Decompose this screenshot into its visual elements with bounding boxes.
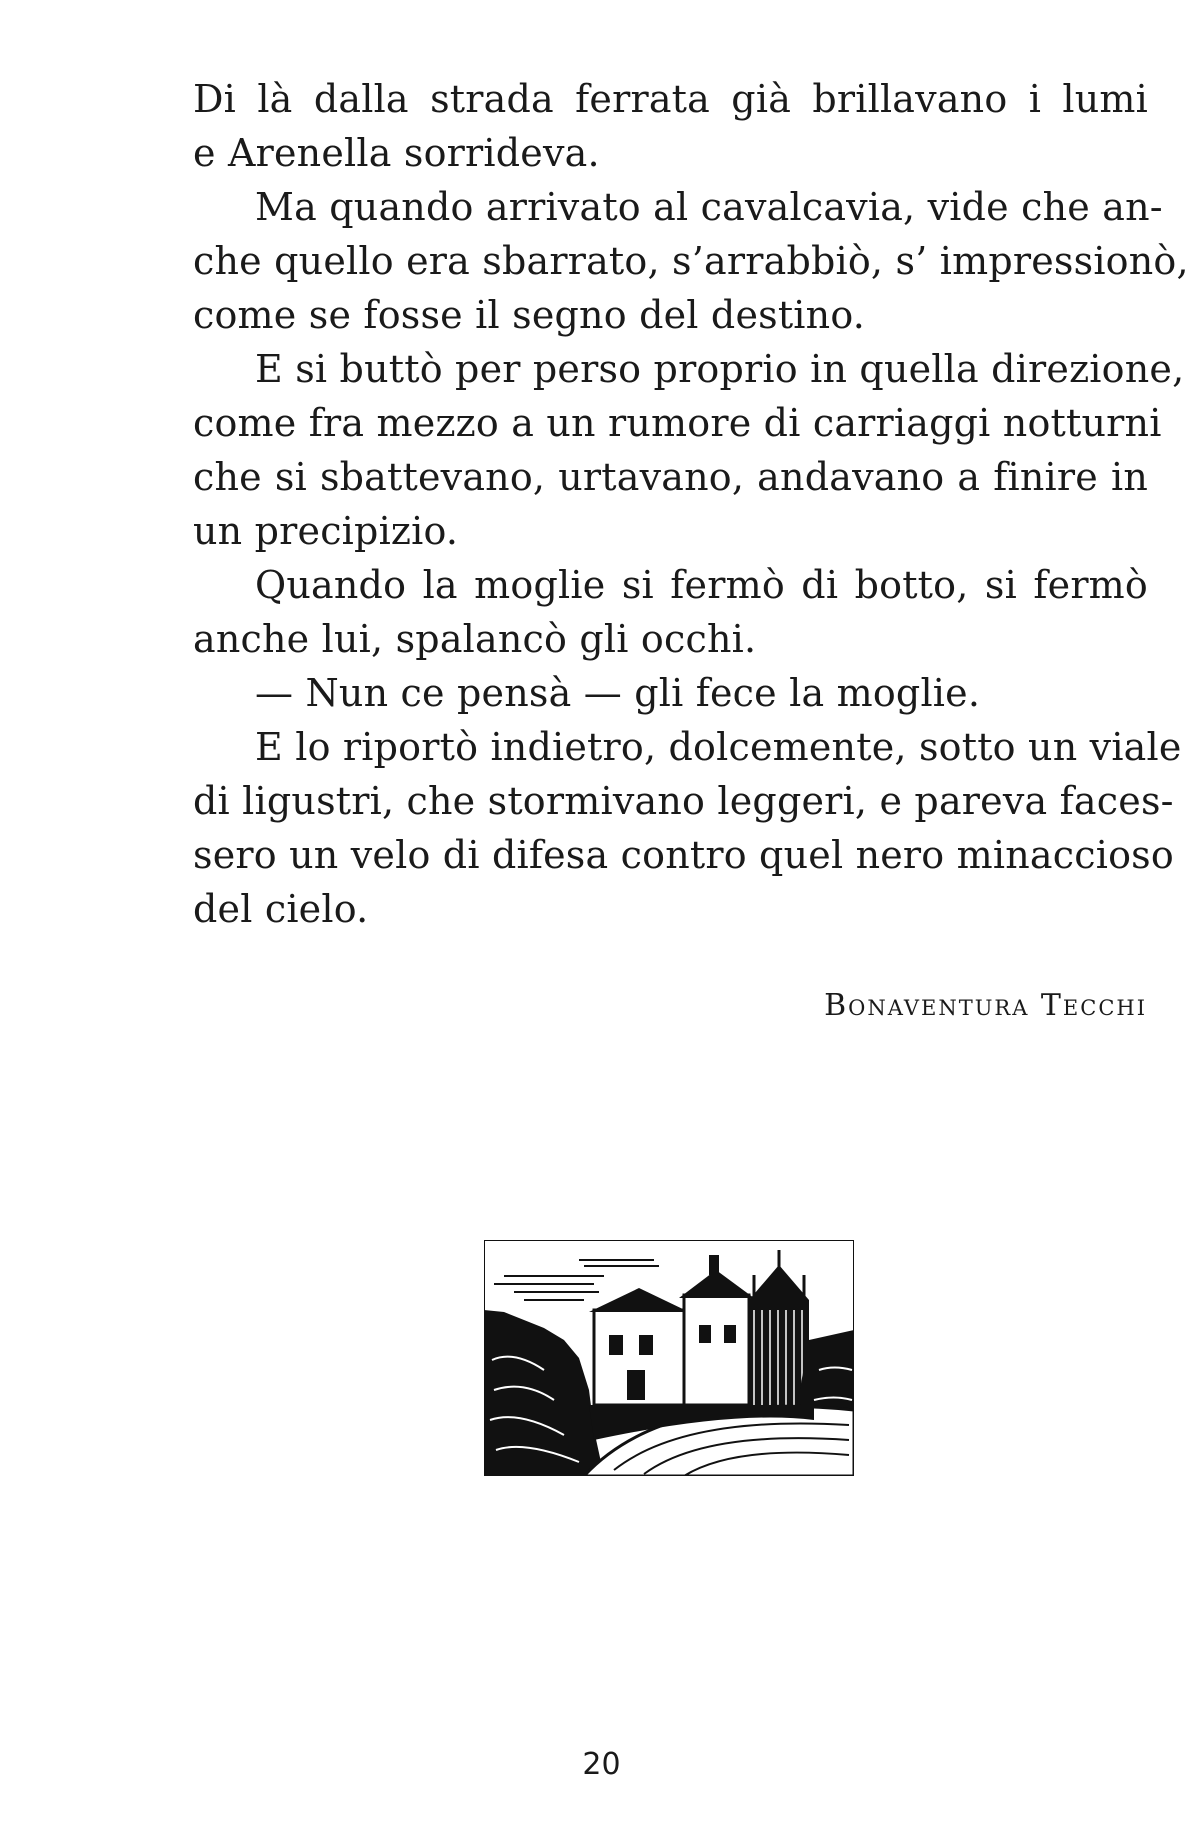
text-line: Quando la moglie si fermò di botto, si fermò xyxy=(255,563,1148,607)
text-line: Di là dalla strada ferrata già brillavano i lumi xyxy=(193,77,1148,121)
text-line: E lo riportò indietro, dolcemente, sotto un viale xyxy=(255,725,1182,769)
text-line: che quello era sbarrato, s’arrabbiò, s’ impressionò, xyxy=(193,239,1189,283)
text-line: come fra mezzo a un rumore di carriaggi notturni xyxy=(193,401,1162,445)
author-signature: Bonaventura Tecchi xyxy=(824,988,1147,1023)
text-line: di ligustri, che stormivano leggeri, e pareva faces- xyxy=(193,779,1174,823)
woodcut-vignette xyxy=(484,1240,854,1476)
text-line: del cielo. xyxy=(193,887,369,931)
page-number: 20 xyxy=(582,1747,621,1782)
text-line: Ma quando arrivato al cavalcavia, vide che an- xyxy=(255,185,1163,229)
text-line: E si buttò per perso proprio in quella direzione, xyxy=(255,347,1185,391)
body-text xyxy=(193,72,1189,936)
text-line: come se fosse il segno del destino. xyxy=(193,293,866,337)
text-line: — Nun ce pensà — gli fece la moglie. xyxy=(255,671,981,715)
text-line: anche lui, spalancò gli occhi. xyxy=(193,617,757,661)
text-line: che si sbattevano, urtavano, andavano a finire in xyxy=(193,455,1148,499)
text-line: un precipizio. xyxy=(193,509,459,553)
text-line: e Arenella sorrideva. xyxy=(193,131,600,175)
text-line: sero un velo di difesa contro quel nero minaccioso xyxy=(193,833,1174,877)
